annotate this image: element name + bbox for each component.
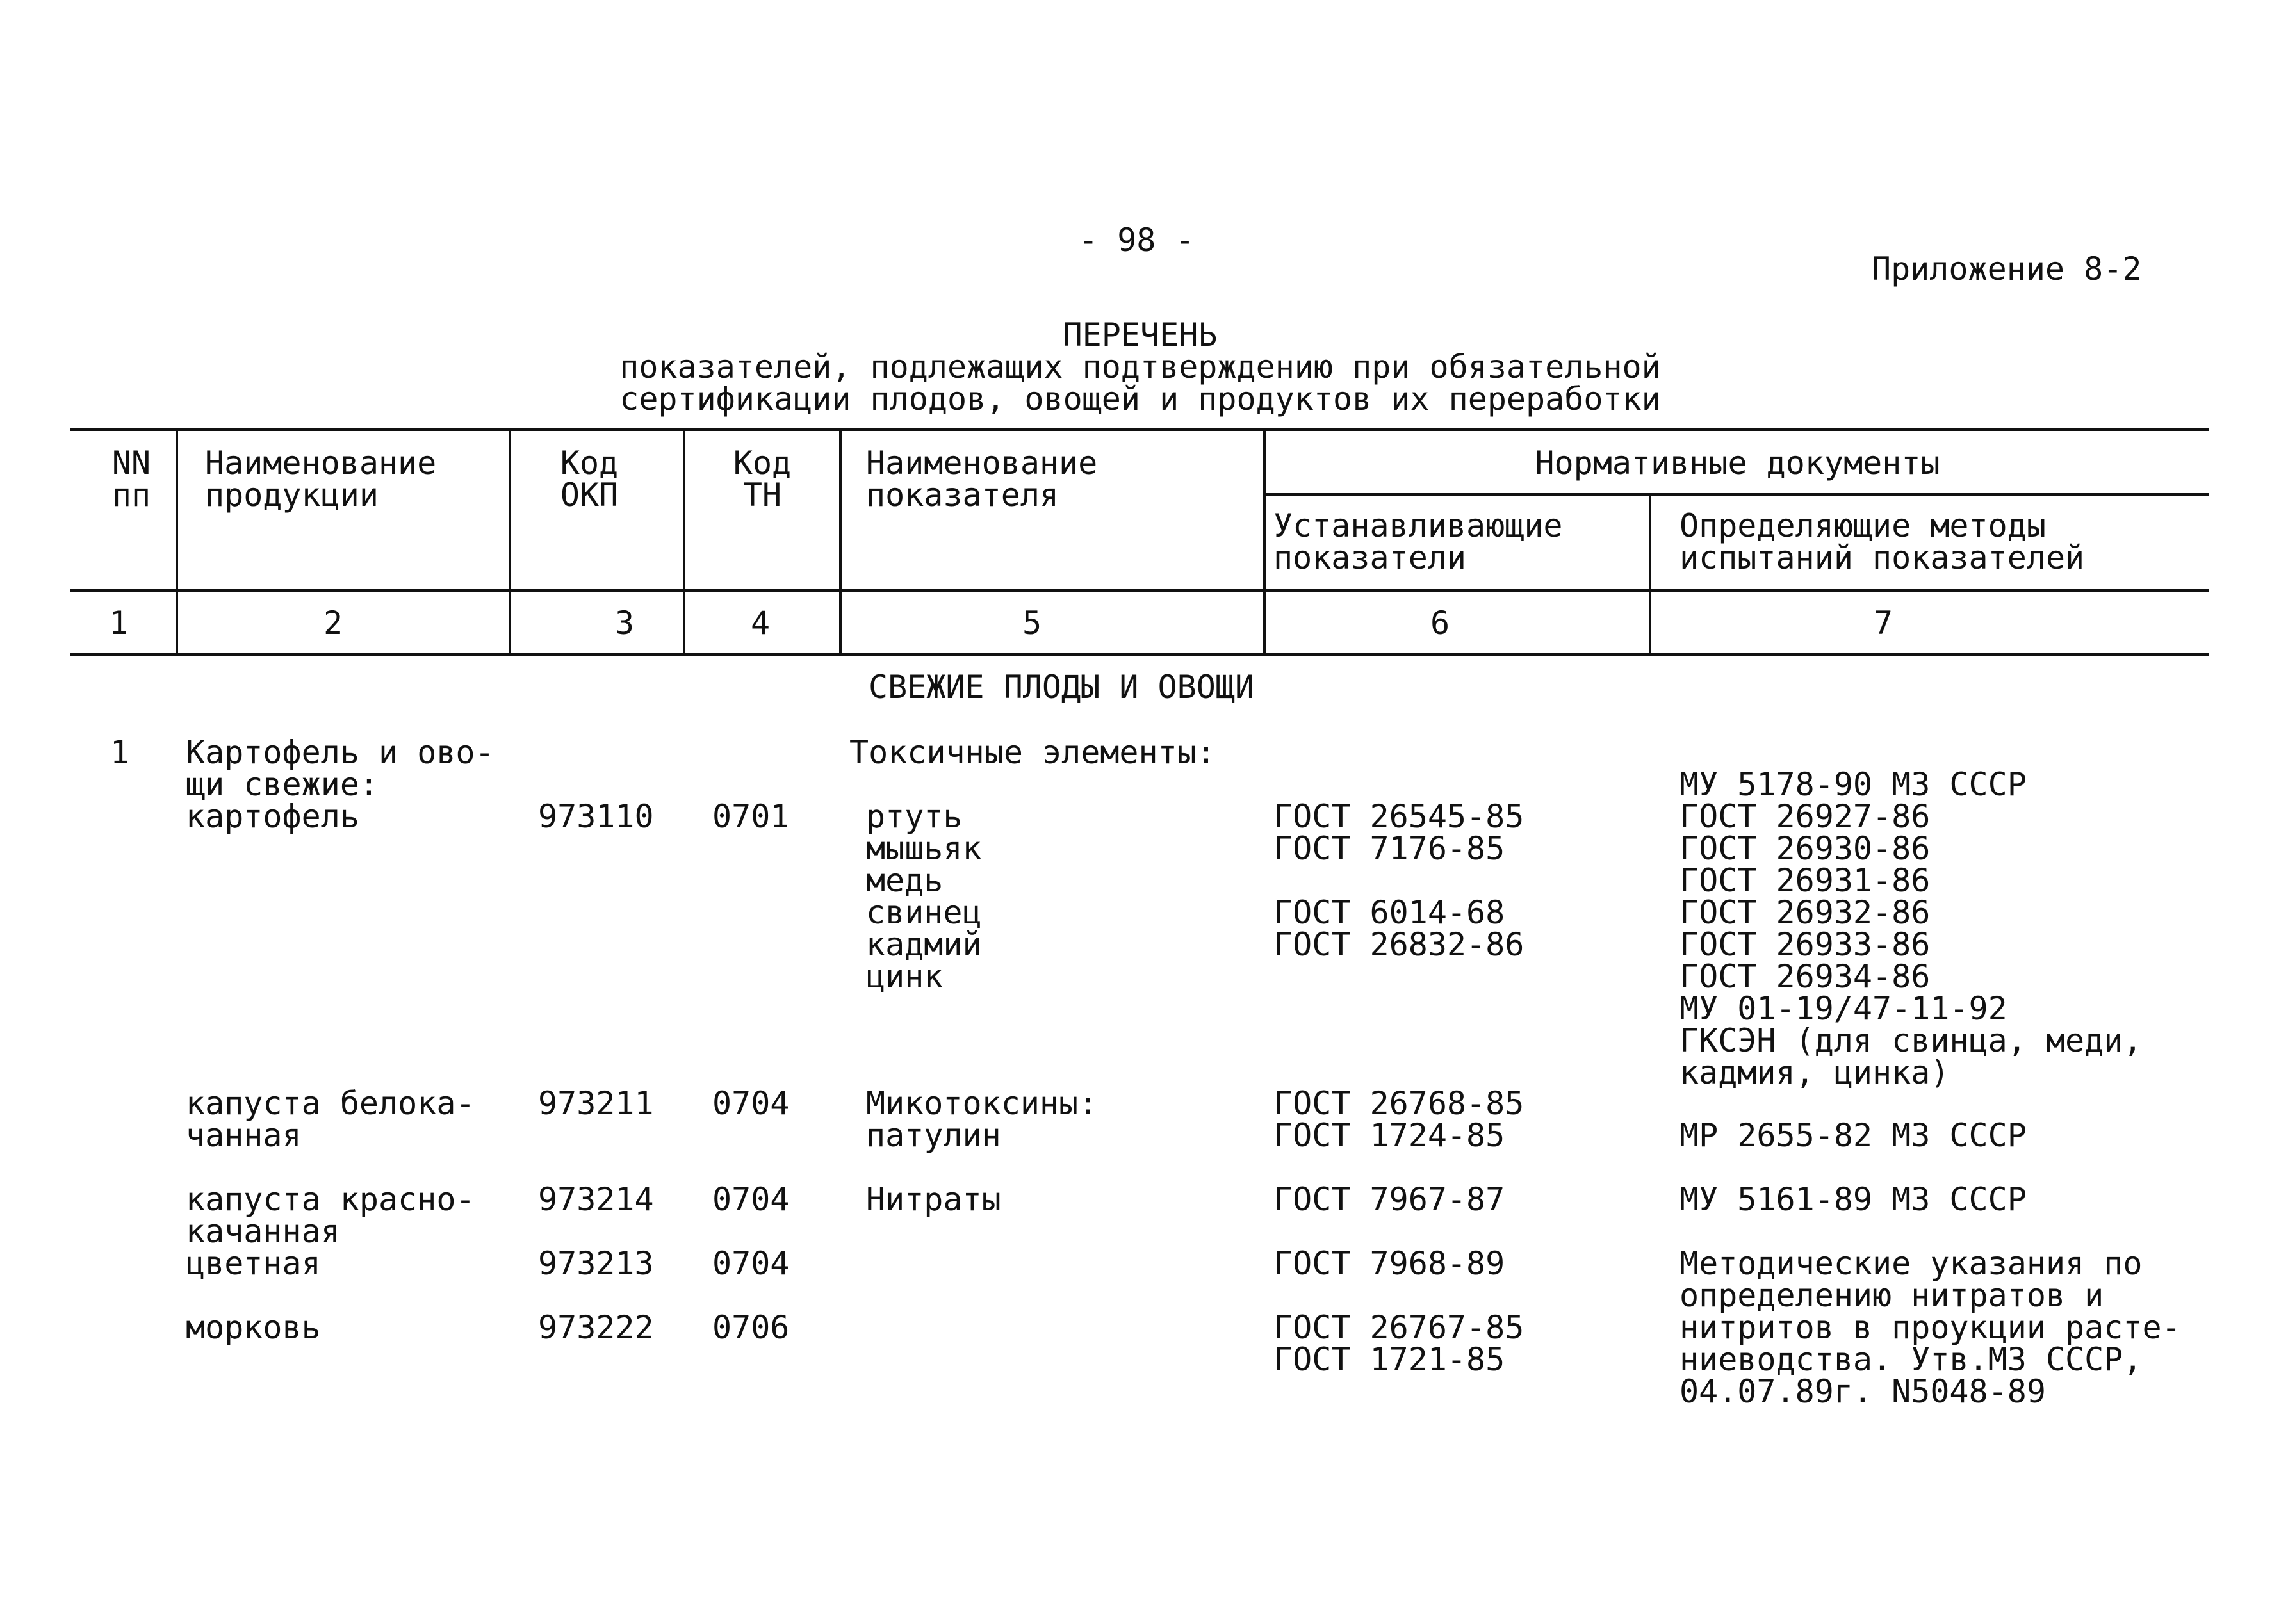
tn-code: 0704	[712, 1245, 790, 1282]
product-name: цветная	[186, 1245, 321, 1282]
tn-code: 0706	[712, 1309, 790, 1346]
header-product: Наименование продукции	[205, 444, 437, 514]
col-divider-4	[839, 428, 842, 656]
product-name: Картофель и ово- щи свежие:	[186, 734, 494, 803]
okp-code: 973110	[538, 798, 654, 835]
product-name: капуста белока- чанная	[186, 1085, 475, 1154]
header-indicator: Наименование показателя	[866, 444, 1098, 514]
product-name: капуста красно- качанная	[186, 1181, 475, 1250]
indicator-list: Микотоксины: патулин	[866, 1085, 1098, 1154]
section-title: СВЕЖИЕ ПЛОДЫ И ОВОЩИ	[869, 669, 1255, 706]
okp-code: 973213	[538, 1245, 654, 1282]
appendix-label: Приложение 8-2	[1872, 250, 2142, 288]
number-row-bottom-rule	[70, 653, 2209, 656]
row-number: 1	[110, 734, 130, 771]
establishing-documents: ГОСТ 26545-85 ГОСТ 7176-85 ГОСТ 6014-68 ГОСТ 26832-86	[1273, 798, 1524, 963]
page-number: - 98 -	[1079, 222, 1195, 259]
okp-code: 973222	[538, 1309, 654, 1346]
column-number-7: 7	[1873, 605, 1893, 642]
col-divider-5	[1263, 428, 1266, 656]
product-name: морковь	[186, 1309, 321, 1346]
indicator-name: Нитраты	[866, 1181, 1001, 1218]
document-subtitle-line1: показателей, подлежащих подтверждению при обязательной	[619, 348, 1661, 386]
indicator-name: Токсичные элементы:	[849, 734, 1216, 771]
document-title: ПЕРЕЧЕНЬ	[1063, 316, 1218, 353]
column-number-4: 4	[750, 605, 771, 642]
method-documents: Методические указания по определению нитратов и нитритов в проукции расте- ниеводства. Утв.МЗ СССР, 04.07.89г. N5048-89	[1679, 1245, 2181, 1410]
document-subtitle-line2: сертификации плодов, овощей и продуктов их переработки	[619, 380, 1661, 418]
establishing-documents: ГОСТ 7968-89	[1273, 1245, 1505, 1282]
col-divider-1	[176, 428, 178, 656]
establishing-documents: ГОСТ 7967-87	[1273, 1181, 1505, 1218]
header-nn: NN пп	[111, 444, 151, 514]
okp-code: 973211	[538, 1085, 654, 1122]
table-top-rule	[70, 428, 2209, 431]
header-okp: Код ОКП	[560, 444, 619, 514]
method-documents: МР 2655-82 МЗ СССР	[1679, 1117, 2027, 1154]
header-normative-documents: Нормативные документы	[1535, 444, 1940, 482]
tn-code: 0704	[712, 1181, 790, 1218]
column-number-6: 6	[1430, 605, 1450, 642]
normative-divider-rule	[1265, 493, 2209, 496]
method-documents: МУ 5178-90 МЗ СССР ГОСТ 26927-86 ГОСТ 26930-86 ГОСТ 26931-86 ГОСТ 26932-86 ГОСТ 26933-86 ГОСТ 26934-86 МУ 01-19/47-11-92 ГКСЭН (для свинца, меди, кадмия, цинка)	[1679, 766, 2143, 1091]
tn-code: 0704	[712, 1085, 790, 1122]
column-number-1: 1	[108, 605, 129, 642]
column-number-5: 5	[1022, 605, 1042, 642]
header-tn: Код ТН	[733, 444, 792, 514]
method-documents: МУ 5161-89 МЗ СССР	[1679, 1181, 2027, 1218]
establishing-documents: ГОСТ 26767-85 ГОСТ 1721-85	[1273, 1309, 1524, 1378]
header-methods: Определяющие методы испытаний показателей	[1679, 507, 2085, 576]
header-bottom-rule	[70, 589, 2209, 592]
col-divider-2	[509, 428, 511, 656]
okp-code: 973214	[538, 1181, 654, 1218]
header-establishing: Устанавливающие показатели	[1273, 507, 1563, 576]
tn-code: 0701	[712, 798, 790, 835]
col-divider-6	[1649, 493, 1651, 656]
indicator-list: ртуть мышьяк медь свинец кадмий цинк	[866, 798, 982, 995]
column-number-2: 2	[323, 605, 343, 642]
establishing-documents: ГОСТ 26768-85 ГОСТ 1724-85	[1273, 1085, 1524, 1154]
product-name: картофель	[186, 798, 359, 835]
column-number-3: 3	[614, 605, 635, 642]
